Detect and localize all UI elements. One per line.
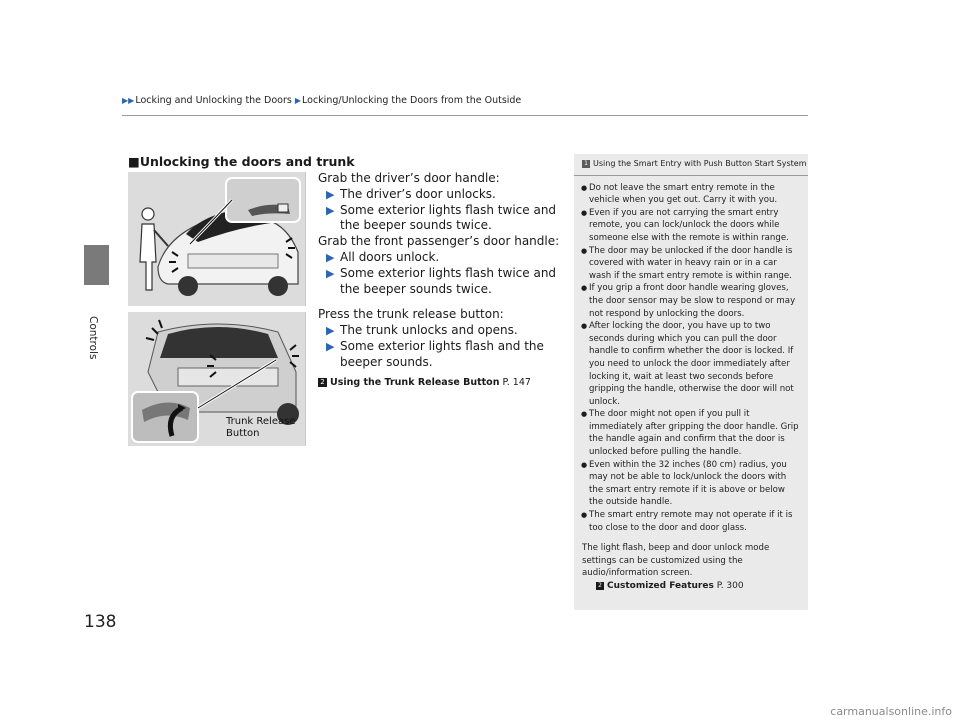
page-cross-reference[interactable]: 2 Using the Trunk Release Button P. 147 [318, 375, 568, 391]
breadcrumb-item[interactable]: Locking/Unlocking the Doors from the Outside [302, 95, 522, 106]
step-result: ▶ All doors unlock. [326, 249, 440, 264]
arrow-right-icon: ▶ [326, 266, 335, 280]
breadcrumb [122, 95, 521, 106]
arrow-right-icon: ▶ [326, 250, 335, 264]
step-result: ▶ The driver’s door unlocks. [326, 186, 496, 201]
figure-door-handle [128, 172, 306, 306]
arrow-right-icon: ▶ [326, 324, 335, 338]
arrow-right-icon: ▶ [326, 187, 335, 201]
section-heading-text: Unlocking the doors and trunk [139, 154, 355, 169]
breadcrumb-item[interactable]: Locking and Unlocking the Doors [135, 95, 292, 106]
note-number-icon: 1 [582, 160, 590, 168]
step-lead: Grab the driver’s door handle: [318, 171, 500, 185]
header-divider [122, 115, 808, 116]
note-paragraph: The light flash, beep and door unlock mode settings can be customized using the audio/information screen. [582, 543, 770, 579]
section-heading [128, 154, 355, 169]
square-bullet-icon: ■ [128, 154, 140, 169]
list-item: ● Even within the 32 inches (80 cm) radius, you may not be able to lock/unlock the doors with the smart entry remote if it is above or below the outside handle. [582, 459, 800, 509]
watermark: carmanualsonline.info [830, 705, 952, 718]
triangle-right-icon: ▶▶ [122, 96, 135, 105]
trunk-release-button-callout: Trunk Release Button [226, 416, 296, 439]
reference-icon: 2 [318, 378, 327, 387]
step-lead: Grab the front passenger’s door handle: [318, 234, 560, 249]
page-number: 138 [84, 612, 117, 632]
list-item: ● If you grip a front door handle wearing gloves, the door sensor may be slow to respond or may not respond by unlocking the doors. [582, 282, 800, 320]
car-door-illustration [128, 172, 305, 306]
note-bullet-list [582, 182, 800, 535]
list-item: ● Do not leave the smart entry remote in the vehicle when you get out. Carry it with you. [582, 182, 800, 207]
list-item: ● After locking the door, you have up to two seconds during which you can pull the door handle to confirm whether the door is locked. If you need to unlock the door immediately after locking it, wait at least two seconds before gripping the handle, otherwise the door will not unlock. [582, 320, 800, 408]
reference-icon: 2 [596, 582, 604, 590]
step-lead: Press the trunk release button: [318, 307, 504, 322]
side-note [574, 154, 808, 610]
arrow-right-icon: ▶ [326, 203, 335, 217]
instruction-steps [318, 171, 568, 390]
list-item: ● Even if you are not carrying the smart entry remote, you can lock/unlock the doors while someone else with the remote is within range. [582, 207, 800, 245]
section-tab [84, 245, 109, 285]
step-result: ▶ Some exterior lights flash twice and the beeper sounds twice. [326, 265, 557, 296]
step-result: ▶ Some exterior lights flash twice and the beeper sounds twice. [326, 202, 557, 233]
triangle-right-icon: ▶ [294, 96, 302, 105]
step-result: ▶ The trunk unlocks and opens. [326, 323, 518, 338]
page-cross-reference[interactable]: 2 Customized Features P. 300 [596, 580, 800, 593]
section-label: Controls [87, 316, 99, 360]
arrow-right-icon: ▶ [326, 339, 335, 353]
list-item: ● The door might not open if you pull it immediately after gripping the door handle. Grip the handle again and confirm that the door is unlocked before pulling the handle. [582, 408, 800, 458]
list-item: ● The smart entry remote may not operate if it is too close to the door and door glass. [582, 509, 800, 534]
note-title: 1 Using the Smart Entry with Push Button Start System [574, 158, 808, 176]
step-result: ▶ Some exterior lights flash and the beeper sounds. [326, 338, 544, 369]
list-item: ● The door may be unlocked if the door handle is covered with water in heavy rain or in a car wash if the smart entry remote is within range. [582, 245, 800, 283]
